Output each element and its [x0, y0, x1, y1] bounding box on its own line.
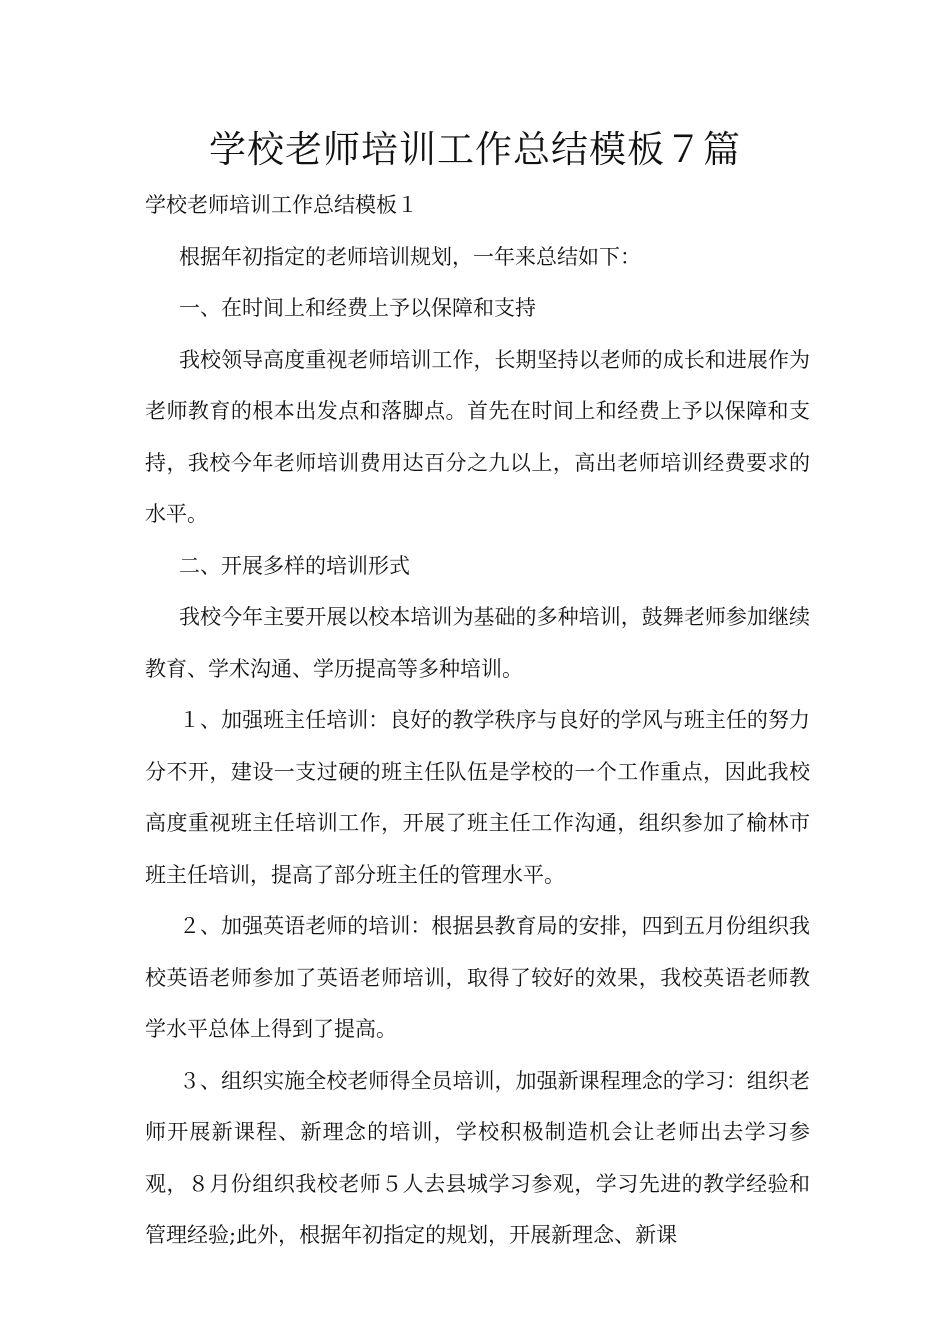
- section-subtitle: 学校老师培训工作总结模板１: [145, 193, 418, 217]
- paragraph-item-3: ３、组织实施全校老师得全员培训，加强新课程理念的学习：组织老师开展新课程、新理念的培训，学校积极制造机会让老师出去学习参观，８月份组织我校老师５人去县城学习参观，学习先进的教学经验和管理经验;此外，根据年初指定的规划，开展新理念、新课: [145, 1068, 810, 1247]
- heading-section-2: 二、开展多样的培训形式: [179, 553, 410, 578]
- document-title: 学校老师培训工作总结模板７篇: [209, 128, 741, 171]
- paragraph-section-2: 我校今年主要开展以校本培训为基础的多种培训，鼓舞老师参加继续教育、学术沟通、学历提高等多种培训。: [145, 605, 810, 681]
- paragraph-section-1: 我校领导高度重视老师培训工作，长期坚持以老师的成长和进展作为老师教育的根本出发点和落脚点。首先在时间上和经费上予以保障和支持，我校今年老师培训费用达百分之九以上，高出老师培训经费要求的水平。: [145, 347, 810, 526]
- paragraph-item-1: １、加强班主任培训：良好的教学秩序与良好的学风与班主任的努力分不开，建设一支过硬的班主任队伍是学校的一个工作重点，因此我校高度重视班主任培训工作，开展了班主任工作沟通，组织参加了榆林市班主任培训，提高了部分班主任的管理水平。: [145, 708, 810, 887]
- document-body: [145, 180, 810, 1262]
- paragraph-item-2: ２、加强英语老师的培训：根据县教育局的安排，四到五月份组织我校英语老师参加了英语老师培训，取得了较好的效果，我校英语老师教学水平总体上得到了提高。: [145, 914, 810, 1041]
- heading-section-1: 一、在时间上和经费上予以保障和支持: [179, 296, 536, 320]
- paragraph-intro: 根据年初指定的老师培训规划，一年来总结如下：: [179, 244, 641, 269]
